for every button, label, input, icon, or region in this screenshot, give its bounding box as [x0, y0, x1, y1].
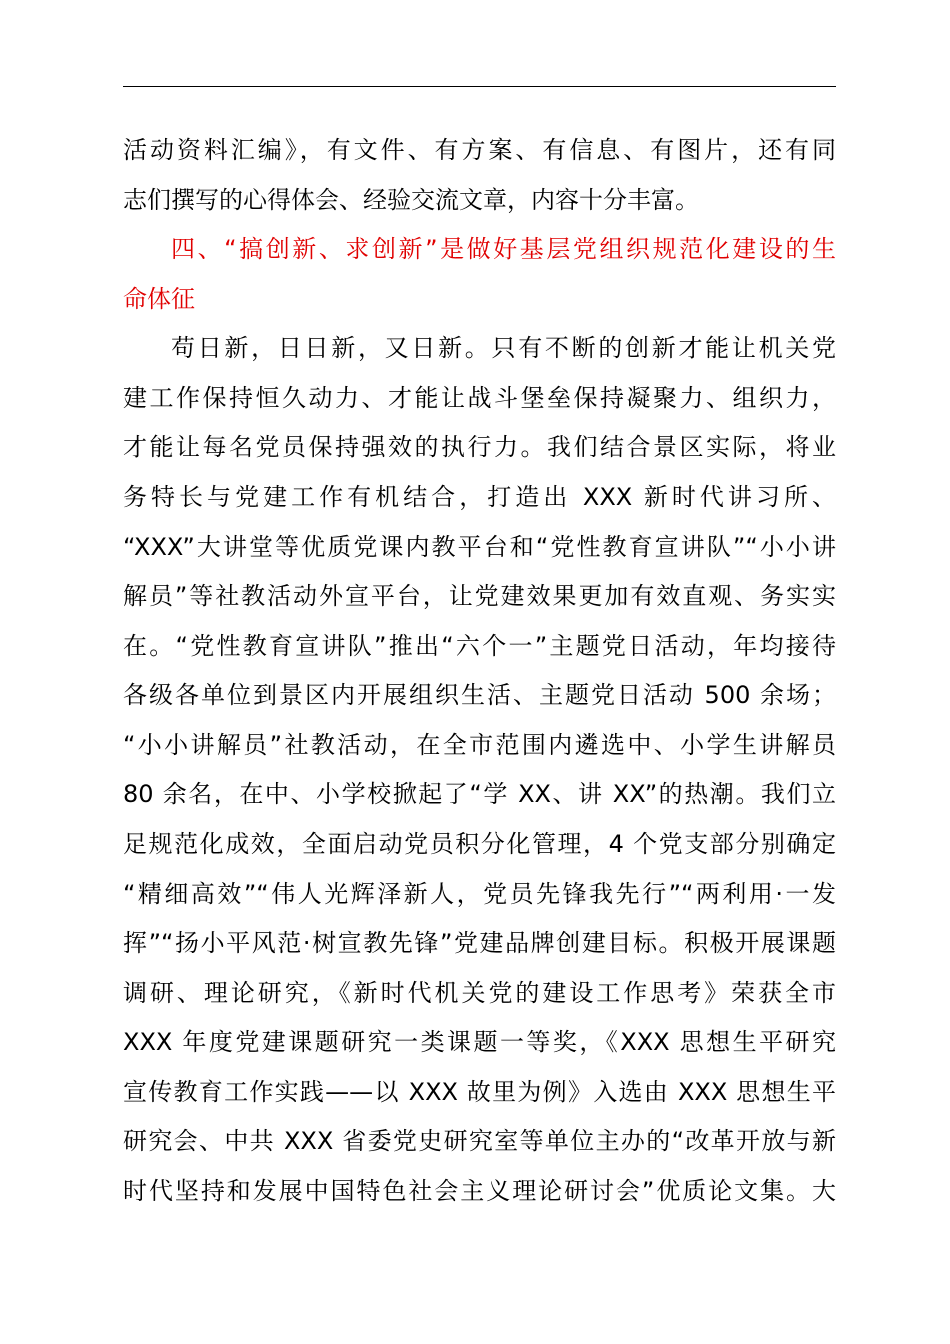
- text-line: XXX 年度党建课题研究一类课题一等奖，《XXX 思想生平研究: [123, 1028, 836, 1056]
- text-line: 苟日新，日日新，又日新。只有不断的创新才能让机关党: [171, 334, 836, 362]
- section-heading: 四、“搞创新、求创新”是做好基层党组织规范化建设的生: [171, 235, 836, 263]
- text-line: 足规范化成效，全面启动党员积分化管理，4 个党支部分别确定: [123, 830, 836, 858]
- text-line: 研究会、中共 XXX 省委党史研究室等单位主办的“改革开放与新: [123, 1127, 836, 1155]
- text-line: “小小讲解员”社教活动，在全市范围内遴选中、小学生讲解员: [123, 731, 836, 759]
- text-line: 时代坚持和发展中国特色社会主义理论研讨会”优质论文集。大: [123, 1177, 836, 1205]
- section-heading: 命体征: [123, 285, 195, 313]
- text-line: 调研、理论研究，《新时代机关党的建设工作思考》荣获全市: [123, 979, 836, 1007]
- text-line: 各级各单位到景区内开展组织生活、主题党日活动 500 余场；: [123, 681, 836, 709]
- text-line: 务特长与党建工作有机结合，打造出 XXX 新时代讲习所、: [123, 483, 836, 511]
- header-rule: [123, 86, 836, 87]
- text-line: 活动资料汇编》，有文件、有方案、有信息、有图片，还有同: [123, 136, 836, 164]
- text-line: 在。“党性教育宣讲队”推出“六个一”主题党日活动，年均接待: [123, 632, 836, 660]
- text-line: 志们撰写的心得体会、经验交流文章，内容十分丰富。: [123, 186, 699, 214]
- text-line: 宣传教育工作实践——以 XXX 故里为例》入选由 XXX 思想生平: [123, 1078, 836, 1106]
- text-line: 建工作保持恒久动力、才能让战斗堡垒保持凝聚力、组织力，: [123, 384, 836, 412]
- text-line: 解员”等社教活动外宣平台，让党建效果更加有效直观、务实实: [123, 582, 836, 610]
- text-line: 80 余名，在中、小学校掀起了“学 XX、讲 XX”的热潮。我们立: [123, 780, 836, 808]
- text-line: 才能让每名党员保持强效的执行力。我们结合景区实际，将业: [123, 433, 836, 461]
- text-line: “XXX”大讲堂等优质党课内教平台和“党性教育宣讲队”“小小讲: [123, 533, 836, 561]
- text-line: “精细高效”“伟人光辉泽新人，党员先锋我先行”“两利用·一发: [123, 880, 836, 908]
- text-line: 挥”“扬小平风范·树宣教先锋”党建品牌创建目标。积极开展课题: [123, 929, 836, 957]
